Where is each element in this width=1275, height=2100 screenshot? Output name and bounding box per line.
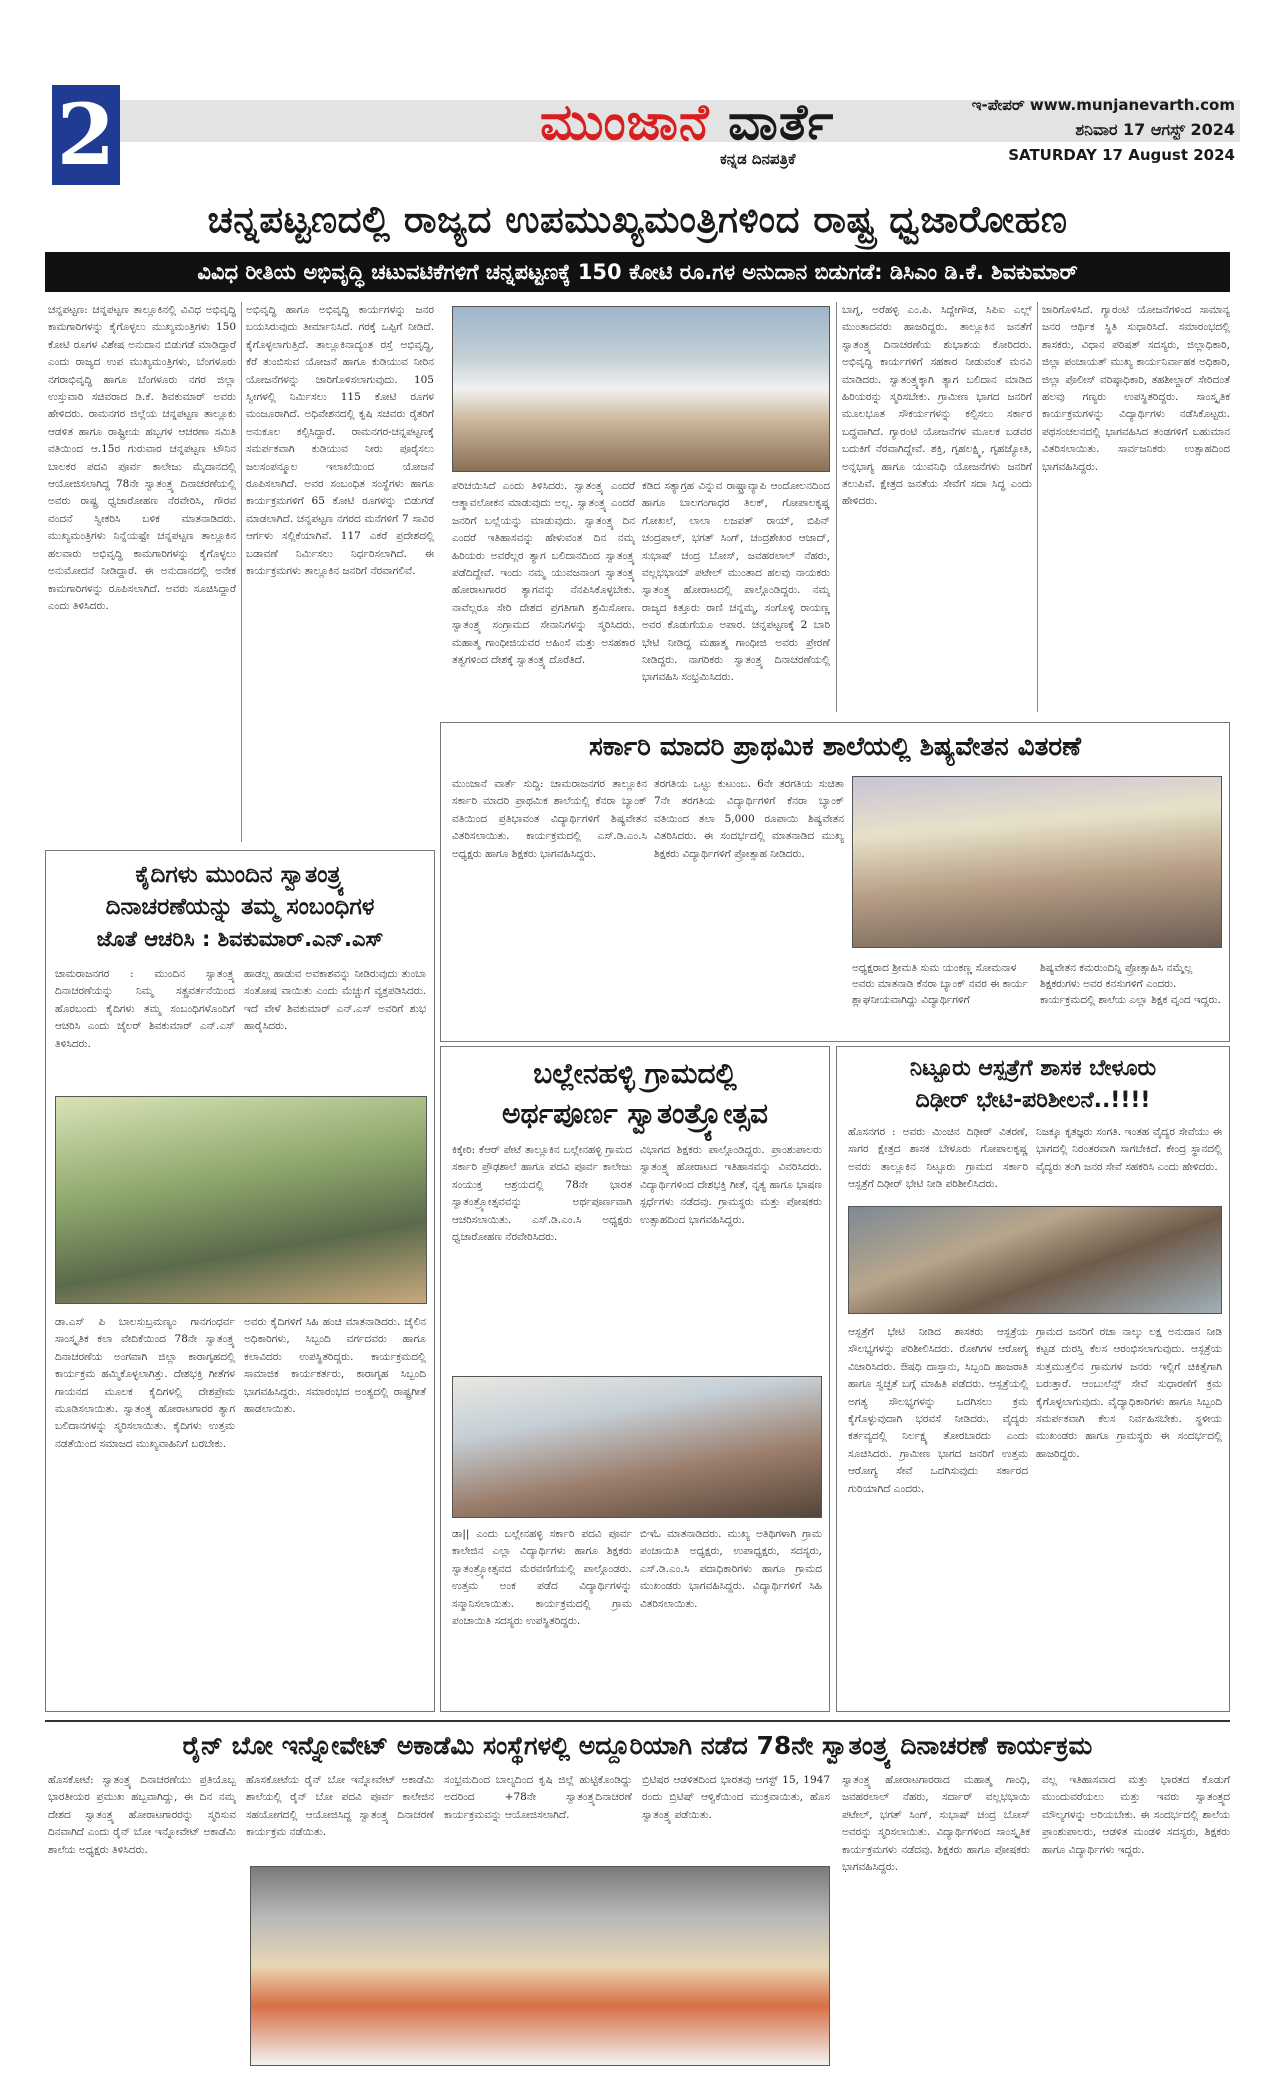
hospital-headline-line2: ದಿಢೀರ್ ಭೇಟಿ-ಪರಿಶೀಲನೆ..!!!! (915, 1088, 1151, 1113)
rainbow-photo (250, 1866, 830, 2066)
prison-column-4: ಅವರು ಕೈದಿಗಳಿಗೆ ಸಿಹಿ ಹಂಚಿ ಮಾತನಾಡಿದರು. ಜೈಲಿನ ಅಧಿಕಾರಿಗಳು, ಸಿಬ್ಬಂದಿ ವರ್ಗದವರು ಹಾಗೂ ಕಲಾವಿದರು ಉಪಸ್ಥಿತರಿದ್ದರು. ಕಾರ್ಯಕ್ರಮದಲ್ಲಿ ಸಾಮಾಜಿಕ ಕಾರ್ಯಕರ್ತರು, ಕಾರಾಗೃಹ ಸಿಬ್ಬಂದಿ ಭಾಗವಹಿಸಿದ್ದರು. ಸಮಾರಂಭದ ಅಂತ್ಯದಲ್ಲಿ ರಾಷ್ಟ್ರಗೀತೆ ಹಾಡಲಾಯಿತು. (244, 1316, 426, 1416)
newspaper-name (540, 92, 834, 152)
prison-column-2: ಹಾಡಲ್ಲ ಹಾಡುವ ಅವಕಾಶವನ್ನು ನೀಡಿರುವುದು ತುಂಬಾ ಸಂತೋಷ ವಾಯಿತು ಎಂದು ಮೆಚ್ಚುಗೆ ವ್ಯಕ್ತಪಡಿಸಿದರು. ಇದೆ ವೇಳೆ ಶಿವಕುಮಾರ್ ಎನ್.ಎಸ್ ಅವರಿಗೆ ಶುಭ ಹಾರೈಸಿದರು. (244, 968, 426, 1033)
rainbow-column-5: ಸ್ವಾತಂತ್ರ್ಯ ಹೋರಾಟಗಾರರಾದ ಮಹಾತ್ಮ ಗಾಂಧಿ, ಜವಹರಲಾಲ್ ನೆಹರು, ಸರ್ದಾರ್ ವಲ್ಲಭಭಾಯಿ ಪಟೇಲ್, ಭಗತ್ ಸಿಂಗ್, ಸುಭಾಷ್ ಚಂದ್ರ ಬೋಸ್ ಅವರನ್ನು ಸ್ಮರಿಸಲಾಯಿತು. ವಿದ್ಯಾರ್ಥಿಗಳಿಂದ ಸಾಂಸ್ಕೃತಿಕ ಕಾರ್ಯಕ್ರಮಗಳು ನಡೆದವು. ಶಿಕ್ಷಕರು ಹಾಗೂ ಪೋಷಕರು ಭಾಗವಹಿಸಿದ್ದರು. (842, 1774, 1030, 1874)
ballenahalli-headline-line1: ಬಲ್ಲೇನಹಳ್ಳಿ ಗ್ರಾಮದಲ್ಲಿ (533, 1057, 737, 1090)
lead-column-2: ಅಭಿವೃದ್ಧಿ ಹಾಗೂ ಅಭಿವೃದ್ಧಿ ಕಾರ್ಯಗಳನ್ನು ಜನರ ಬಯಸಿರುವುದು ತೀರ್ಮಾನಿಸಿದೆ. ಗರಕ್ಕೆ ಒಪ್ಪಿಗೆ ನೀಡಿದೆ. ಕೈಗೊಳ್ಳಲಾಗುತ್ತಿದೆ. ತಾಲ್ಲೂಕಿನಾದ್ಯಂತ ರಸ್ತೆ ಅಭಿವೃದ್ಧಿ, ಕೆರೆ ತುಂಬಿಸುವ ಯೋಜನೆ ಹಾಗೂ ಕುಡಿಯುವ ನೀರಿನ ಯೋಜನೆಗಳನ್ನು ಜಾರಿಗೊಳಿಸಲಾಗುವುದು. 105 ಸ್ವೀಗಳಲ್ಲಿ ನಿರ್ಮಿಸಲು 115 ಕೋಟಿ ರೂಗಳ ಮಂಜೂರಾಗಿದೆ. ಅಧಿವೇಶನದಲ್ಲಿ ಕೃಷಿ ಸಚಿವರು ರೈತರಿಗೆ ಅನುಕೂಲ ಕಲ್ಪಿಸಿದ್ದಾರೆ. ರಾಮನಗರ-ಚನ್ನಪಟ್ಟಣಕ್ಕೆ ಸಮರ್ಪಕವಾಗಿ ಕುಡಿಯುವ ನೀರು ಪೂರೈಸಲು ಜಲಸಂಪನ್ಮೂಲ ಇಲಾಖೆಯಿಂದ ಯೋಜನೆ ರೂಪಿಸಲಾಗಿದೆ. ಅವರ ಸಂಬಂಧಿತ ಸಂಸ್ಥೆಗಳು ಹಾಗೂ ಕಾರ್ಯಕ್ರಮಗಳಿಗೆ 65 ಕೋಟಿ ರೂಗಳನ್ನು ಬಿಡುಗಡೆ ಮಾಡಲಾಗಿದೆ. ಚನ್ನಪಟ್ಟಣ ನಗರದ ಮನೆಗಳಿಗೆ 7 ಸಾವಿರ ಆರ್ಗಳು ಸಲ್ಲಿಕೆಯಾಗಿವೆ. 117 ಎಕರೆ ಪ್ರದೇಶದಲ್ಲಿ ಬಡಾವಣೆ ನಿರ್ಮಿಸಲು ನಿರ್ಧರಿಸಲಾಗಿದೆ. ಈ ಕಾರ್ಯಕ್ರಮಗಳು ತಾಲ್ಲೂಕಿನ ಜನರಿಗೆ ನೆರವಾಗಲಿವೆ. (246, 304, 434, 578)
column-divider (836, 302, 837, 712)
lead-column-5: ಬಾಗ್ನ, ಅರೆಹಳ್ಳಿ ಎಂ.ಪಿ. ಸಿದ್ದೇಗೌಡ, ಸಿಪಿಐ ಎಲ್ಲ್ ಮುಂತಾದವರು ಹಾಜರಿದ್ದರು. ತಾಲ್ಲೂಕಿನ ಜನತೆಗೆ ಸ್ವಾತಂತ್ರ್ಯ ದಿನಾಚರಣೆಯ ಶುಭಾಶಯ ಕೋರಿದರು. ಅಭಿವೃದ್ಧಿ ಕಾರ್ಯಗಳಿಗೆ ಸಹಕಾರ ನೀಡುವಂತೆ ಮನವಿ ಮಾಡಿದರು. ಸ್ವಾತಂತ್ರ್ಯಕ್ಕಾಗಿ ತ್ಯಾಗ ಬಲಿದಾನ ಮಾಡಿದ ಹಿರಿಯರನ್ನು ಸ್ಮರಿಸಬೇಕು. ಗ್ರಾಮೀಣ ಭಾಗದ ಜನರಿಗೆ ಮೂಲಭೂತ ಸೌಕರ್ಯಗಳನ್ನು ಕಲ್ಪಿಸಲು ಸರ್ಕಾರ ಬದ್ಧವಾಗಿದೆ. ಗ್ಯಾರಂಟಿ ಯೋಜನೆಗಳ ಮೂಲಕ ಬಡವರ ಬದುಕಿಗೆ ನೆರವಾಗಿದ್ದೇವೆ. ಶಕ್ತಿ, ಗೃಹಲಕ್ಷ್ಮಿ, ಗೃಹಜ್ಯೋತಿ, ಅನ್ನಭಾಗ್ಯ ಹಾಗೂ ಯುವನಿಧಿ ಯೋಜನೆಗಳು ಜನರಿಗೆ ತಲುಪಿವೆ. ಕ್ಷೇತ್ರದ ಜನತೆಯ ಸೇವೆಗೆ ಸದಾ ಸಿದ್ಧ ಎಂದು ಹೇಳಿದರು. (842, 304, 1032, 508)
lead-photo-flag-hoisting (452, 306, 830, 472)
hospital-column-1: ಹೊಸನಗರ : ಅವರು ಮಿಂಚಿನ ದಿಢೀರ್ ವಿತರಣೆ, ಸಾಗರ ಕ್ಷೇತ್ರದ ಶಾಸಕ ಬೇಳೂರು ಗೋಪಾಲಕೃಷ್ಣ ಅವರು ತಾಲ್ಲೂಕಿನ ನಿಟ್ಟೂರು ಗ್ರಾಮದ ಸರ್ಕಾರಿ ಆಸ್ಪತ್ರೆಗೆ ದಿಢೀರ್ ಭೇಟಿ ನೀಡಿ ಪರಿಶೀಲಿಸಿದರು. (848, 1126, 1028, 1191)
lead-headline: ಚನ್ನಪಟ್ಟಣದಲ್ಲಿ ರಾಜ್ಯದ ಉಪಮುಖ್ಯಮಂತ್ರಿಗಳಿಂದ ರಾಷ್ಟ್ರ ಧ್ವಜಾರೋಹಣ (207, 198, 1068, 241)
scholarship-headline: ಸರ್ಕಾರಿ ಮಾದರಿ ಪ್ರಾಥಮಿಕ ಶಾಲೆಯಲ್ಲಿ ಶಿಷ್ಯವೇತನ ವಿತರಣೆ (588, 732, 1082, 762)
newspaper-tagline: ಕನ್ನಡ ದಿನಪತ್ರಿಕೆ (720, 150, 796, 168)
prison-headline-line3: ಜೊತೆ ಆಚರಿಸಿ : ಶಿವಕುಮಾರ್.ಎನ್.ಎಸ್ (96, 927, 384, 951)
ballenahalli-column-4: ಬಿಇಓ ಮಾತನಾಡಿದರು. ಮುಖ್ಯ ಅತಿಥಿಗಳಾಗಿ ಗ್ರಾಮ ಪಂಚಾಯಿತಿ ಅಧ್ಯಕ್ಷರು, ಉಪಾಧ್ಯಕ್ಷರು, ಸದಸ್ಯರು, ಎಸ್.ಡಿ.ಎಂ.ಸಿ ಪದಾಧಿಕಾರಿಗಳು ಹಾಗೂ ಗ್ರಾಮದ ಮುಖಂಡರು ಭಾಗವಹಿಸಿದ್ದರು. ವಿದ್ಯಾರ್ಥಿಗಳಿಗೆ ಸಿಹಿ ವಿತರಿಸಲಾಯಿತು. (640, 1528, 822, 1610)
column-divider (241, 302, 242, 842)
prison-column-1: ಚಾಮರಾಜನಗರ : ಮುಂದಿನ ಸ್ವಾತಂತ್ರ್ಯ ದಿನಾಚರಣೆಯನ್ನು ನಿಮ್ಮ ಸತ್ಪ್ರವರ್ತನೆಯಿಂದ ಹೊರಬಂದು ಕೈದಿಗಳು ತಮ್ಮ ಸಂಬಂಧಿಗಳೊಂದಿಗೆ ಆಚರಿಸಿ ಎಂದು ಜೈಲರ್ ಶಿವಕುಮಾರ್ ಎನ್.ಎಸ್ ತಿಳಿಸಿದರು. (55, 968, 235, 1050)
rainbow-headline: ರೈನ್ ಬೋ ಇನ್ನೋವೇಟ್ ಅಕಾಡೆಮಿ ಸಂಸ್ಥೆಗಳಲ್ಲಿ ಅದ್ದೂರಿಯಾಗಿ ನಡೆದ 78ನೇ ಸ್ವಾತಂತ್ರ್ಯ ದಿನಾಚರಣೆ ಕಾರ್ಯಕ್ರಮ (182, 1731, 1093, 1760)
scholarship-column-1: ಮುಂಜಾನೆ ವಾರ್ತೆ ಸುದ್ದಿ: ಚಾಮರಾಜನಗರ ತಾಲ್ಲೂಕಿನ ಸರ್ಕಾರಿ ಮಾದರಿ ಪ್ರಾಥಮಿಕ ಶಾಲೆಯಲ್ಲಿ ಕೆನರಾ ಬ್ಯಾಂಕ್ ವತಿಯಿಂದ ಪ್ರತಿಭಾವಂತ ವಿದ್ಯಾರ್ಥಿಗಳಿಗೆ ಶಿಷ್ಯವೇತನ ವಿತರಿಸಲಾಯಿತು. ಕಾರ್ಯಕ್ರಮದಲ್ಲಿ ಎಸ್.ಡಿ.ಎಂ.ಸಿ ಅಧ್ಯಕ್ಷರು ಹಾಗೂ ಶಿಕ್ಷಕರು ಭಾಗವಹಿಸಿದ್ದರು. (452, 778, 647, 860)
prison-headline-line2: ದಿನಾಚರಣೆಯನ್ನು ತಮ್ಮ ಸಂಬಂಧಿಗಳ (105, 894, 375, 920)
page-number: 2 (52, 85, 120, 185)
ballenahalli-photo (452, 1376, 822, 1518)
prison-column-3: ಡಾ.ಎಸ್ ಪಿ ಬಾಲಸುಬ್ರಮಣ್ಯಂ ಗಾನಗಂಧರ್ವ ಸಾಂಸ್ಕೃತಿಕ ಕಲಾ ವೇದಿಕೆಯಿಂದ 78ನೇ ಸ್ವಾತಂತ್ರ್ಯ ದಿನಾಚರಣೆಯ ಅಂಗವಾಗಿ ಜಿಲ್ಲಾ ಕಾರಾಗೃಹದಲ್ಲಿ ಕಾರ್ಯಕ್ರಮ ಹಮ್ಮಿಕೊಳ್ಳಲಾಗಿತ್ತು. ದೇಶಭಕ್ತಿ ಗೀತೆಗಳ ಗಾಯನದ ಮೂಲಕ ಕೈದಿಗಳಲ್ಲಿ ದೇಶಪ್ರೇಮ ಮೂಡಿಸಲಾಯಿತು. ಸ್ವಾತಂತ್ರ್ಯ ಹೋರಾಟಗಾರರ ತ್ಯಾಗ ಬಲಿದಾನಗಳನ್ನು ಸ್ಮರಿಸಲಾಯಿತು. ಕೈದಿಗಳು ಉತ್ತಮ ನಡತೆಯಿಂದ ಸಮಾಜದ ಮುಖ್ಯವಾಹಿನಿಗೆ ಬರಬೇಕು. (55, 1316, 235, 1450)
epaper-url[interactable]: ಇ-ಪೇಪರ್ www.munjanevarth.com (971, 96, 1235, 114)
hospital-column-2: ನಿಜಕ್ಕೂ ಕೃತಜ್ಞರು ಸಂಗತಿ. ಇಂತಹ ವೈದ್ಯರ ಸೇವೆಯು ಈ ಭಾಗದಲ್ಲಿ ನಿರಂತರವಾಗಿ ಸಾಗಬೇಕಿದೆ. ಕೇಂದ್ರ ಸ್ಥಾನದಲ್ಲಿ ವೈದ್ಯರು ತಂಗಿ ಜನರ ಸೇವೆ ಸಹಕರಿಸಿ ಎಂದು ಹೇಳಿದರು. (1036, 1126, 1222, 1173)
date-english: SATURDAY 17 August 2024 (1008, 146, 1235, 164)
scholarship-caption-2: ಶಿಷ್ಯವೇತನ ಕಮರುಂದಿನ್ನಿ ಪ್ರೋತ್ಸಾಹಿಸಿ ನಮ್ಮೆಲ್ಲ ಶಿಕ್ಷಕರುಗಳು ಅವರ ಕನಸುಗಳಿಗೆ ಎಂದರು. ಕಾರ್ಯಕ್ರಮದಲ್ಲಿ ಶಾಲೆಯ ಎಲ್ಲಾ ಶಿಕ್ಷಕ ವೃಂದ ಇದ್ದರು. (1040, 962, 1221, 1006)
scholarship-column-2: ತರಗತಿಯ ಒಟ್ಟು ಕುಟುಂಬ. 6ನೇ ತರಗತಿಯ ಸುಚಿತಾ 7ನೇ ತರಗತಿಯ ವಿದ್ಯಾರ್ಥಿಗಳಿಗೆ ಕೆನರಾ ಬ್ಯಾಂಕ್ ವತಿಯಿಂದ ತಲಾ 5,000 ರೂಪಾಯಿ ಶಿಷ್ಯವೇತನ ವಿತರಿಸಿದರು. ಈ ಸಂದರ್ಭದಲ್ಲಿ ಮಾತನಾಡಿದ ಮುಖ್ಯ ಶಿಕ್ಷಕರು ವಿದ್ಯಾರ್ಥಿಗಳಿಗೆ ಪ್ರೋತ್ಸಾಹ ನೀಡಿದರು. (654, 778, 844, 860)
rainbow-column-2: ಹೊಸಕೋಟೆಯ ರೈನ್ ಬೋ ಇನ್ನೋವೇಟ್ ಅಕಾಡೆಮಿ ಶಾಲೆಯಲ್ಲಿ ರೈನ್ ಬೋ ಪದವಿ ಪೂರ್ವ ಕಾಲೇಜಿನ ಸಹಯೋಗದಲ್ಲಿ ಆಯೋಜಿಸಿದ್ದ ಸ್ವಾತಂತ್ರ್ಯ ದಿನಾಚರಣೆ ಕಾರ್ಯಕ್ರಮ ನಡೆಯಿತು. (246, 1774, 434, 1839)
newspaper-name-part1: ಮುಂಜಾನೆ (540, 93, 710, 151)
lead-column-3: ಪರಿಚಯಿಸಿದೆ ಎಂದು ತಿಳಿಸಿದರು. ಸ್ವಾತಂತ್ರ್ಯ ಎಂದರೆ ಆತ್ಮಾವಲೋಕನ ಮಾಡುವುದು ಅಲ್ಲ. ಸ್ವಾತಂತ್ರ್ಯ ಎಂದರೆ ಜನರಿಗೆ ಬಲ್ಲೆಯನ್ನು ಮಾಡುವುದು. ಸ್ವಾತಂತ್ರ್ಯ ದಿನ ಎಂದರೆ ಇತಿಹಾಸವನ್ನು ಹೇಳುವಂತ ದಿನ ನಮ್ಮ ಹಿರಿಯರು ಅವರೆಲ್ಲರ ತ್ಯಾಗ ಬಲಿದಾನದಿಂದ ಸ್ವಾತಂತ್ರ್ಯ ಪಡೆದಿದ್ದೇವೆ. ಇಂದು ನಮ್ಮ ಯುವಜನಾಂಗ ಸ್ವಾತಂತ್ರ್ಯ ಹೋರಾಟಗಾರರ ತ್ಯಾಗವನ್ನು ನೆನಪಿಸಿಕೊಳ್ಳಬೇಕು. ನಾವೆಲ್ಲರೂ ಸೇರಿ ದೇಶದ ಪ್ರಗತಿಗಾಗಿ ಶ್ರಮಿಸೋಣ. ಸ್ವಾತಂತ್ರ್ಯ ಸಂಗ್ರಾಮದ ಸೇನಾನಿಗಳನ್ನು ಸ್ಮರಿಸಿದರು. ಮಹಾತ್ಮ ಗಾಂಧೀಜಿಯವರ ಅಹಿಂಸೆ ಮತ್ತು ಅಸಹಕಾರ ತತ್ವಗಳಿಂದ ದೇಶಕ್ಕೆ ಸ್ವಾತಂತ್ರ್ಯ ದೊರೆತಿದೆ. (452, 480, 635, 667)
newspaper-name-part2: ವಾರ್ತೆ (728, 93, 835, 151)
rainbow-column-3: ಸಂಭ್ರಮದಿಂದ ಬಾಲ್ಯದಿಂದ ಕೃಷಿ ಜಿಲ್ಲೆ ಹುಟ್ಟಿಕೊಂಡಿದ್ದು ಅದರಿಂದ +78ನೇ ಸ್ವಾತಂತ್ರ್ಯದಿನಾಚರಣೆ ಕಾರ್ಯಕ್ರಮವನ್ನು ಆಯೋಜಿಸಲಾಗಿದೆ. (444, 1774, 632, 1821)
ballenahalli-column-3: ಡಾ|| ಎಂದು ಬಲ್ಲೇನಹಳ್ಳಿ ಸರ್ಕಾರಿ ಪದವಿ ಪೂರ್ವ ಕಾಲೇಜಿನ ಎಲ್ಲಾ ವಿದ್ಯಾರ್ಥಿಗಳು ಹಾಗೂ ಶಿಕ್ಷಕರು ಸ್ವಾತಂತ್ರ್ಯೋತ್ಸವದ ಮೆರವಣಿಗೆಯಲ್ಲಿ ಪಾಲ್ಗೊಂಡರು. ಉತ್ತಮ ಅಂಕ ಪಡೆದ ವಿದ್ಯಾರ್ಥಿಗಳನ್ನು ಸನ್ಮಾನಿಸಲಾಯಿತು. ಕಾರ್ಯಕ್ರಮದಲ್ಲಿ ಗ್ರಾಮ ಪಂಚಾಯಿತಿ ಸದಸ್ಯರು ಉಪಸ್ಥಿತರಿದ್ದರು. (452, 1528, 632, 1628)
prison-headline-line1: ಕೈದಿಗಳು ಮುಂದಿನ ಸ್ವಾತಂತ್ರ್ಯ (135, 862, 345, 888)
column-divider (1037, 302, 1038, 712)
rainbow-column-4: ಬ್ರಿಟಿಷರ ಆಡಳಿತದಿಂದ ಭಾರತವು ಆಗಸ್ಟ್ 15, 1947 ರಂದು ಬ್ರಿಟಿಷ್ ಆಳ್ವಿಕೆಯಿಂದ ಮುಕ್ತವಾಯಿತು, ಹೊಸ ಸ್ವಾತಂತ್ರ್ಯ ಪಡೆಯಿತು. (642, 1774, 830, 1821)
section-divider (45, 1720, 1230, 1722)
rainbow-column-1: ಹೊಸಕೋಟೆ: ಸ್ವಾತಂತ್ರ್ಯ ದಿನಾಚರಣೆಯು ಪ್ರತಿಯೊಬ್ಬ ಭಾರತೀಯರ ಪ್ರಮುಖ ಹಬ್ಬವಾಗಿದ್ದು, ಈ ದಿನ ನಮ್ಮ ದೇಶದ ಸ್ವಾತಂತ್ರ್ಯ ಹೋರಾಟಗಾರರನ್ನು ಸ್ಮರಿಸುವ ದಿನವಾಗಿದೆ ಎಂದು ರೈನ್ ಬೋ ಇನ್ನೋವೇಟ್ ಅಕಾಡೆಮಿ ಶಾಲೆಯ ಅಧ್ಯಕ್ಷರು ತಿಳಿಸಿದರು. (48, 1774, 236, 1856)
rainbow-column-6: ವಲ್ಲ ಇತಿಹಾಸವಾದ ಮತ್ತು ಭಾರತದ ಕೊಡುಗೆ ಮುಂದುವರೆಯಲು ಮತ್ತು ಇವರು ಸ್ವಾತಂತ್ರ್ಯದ ಮೌಲ್ಯಗಳನ್ನು ಅರಿಯಬೇಕು. ಈ ಸಂದರ್ಭದಲ್ಲಿ ಶಾಲೆಯ ಪ್ರಾಂಶುಪಾಲರು, ಆಡಳಿತ ಮಂಡಳಿ ಸದಸ್ಯರು, ಶಿಕ್ಷಕರು ಹಾಗೂ ವಿದ್ಯಾರ್ಥಿಗಳು ಇದ್ದರು. (1042, 1774, 1230, 1856)
ballenahalli-column-2: ವಿಭಾಗದ ಶಿಕ್ಷಕರು ಪಾಲ್ಗೊಂಡಿದ್ದರು. ಪ್ರಾಂಶುಪಾಲರು ಸ್ವಾತಂತ್ರ್ಯ ಹೋರಾಟದ ಇತಿಹಾಸವನ್ನು ವಿವರಿಸಿದರು. ವಿದ್ಯಾರ್ಥಿಗಳಿಂದ ದೇಶಭಕ್ತಿ ಗೀತೆ, ನೃತ್ಯ ಹಾಗೂ ಭಾಷಣ ಸ್ಪರ್ಧೆಗಳು ನಡೆದವು. ಗ್ರಾಮಸ್ಥರು ಮತ್ತು ಪೋಷಕರು ಉತ್ಸಾಹದಿಂದ ಭಾಗವಹಿಸಿದ್ದರು. (640, 1144, 822, 1226)
lead-column-1: ಚನ್ನಪಟ್ಟಣ: ಚನ್ನಪಟ್ಟಣ ತಾಲ್ಲೂಕಿನಲ್ಲಿ ವಿವಿಧ ಅಭಿವೃದ್ಧಿ ಕಾಮಗಾರಿಗಳನ್ನು ಕೈಗೊಳ್ಳಲು ಮುಖ್ಯಮಂತ್ರಿಗಳು 150 ಕೋಟಿ ರೂಗಳ ವಿಶೇಷ ಅನುದಾನ ಬಿಡುಗಡೆ ಮಾಡಿದ್ದಾರೆ ಎಂದು ರಾಜ್ಯದ ಉಪ ಮುಖ್ಯಮಂತ್ರಿಗಳು, ಬೆಂಗಳೂರು ನಗರಾಭಿವೃದ್ಧಿ ಹಾಗೂ ಬೆಂಗಳೂರು ನಗರ ಜಿಲ್ಲಾ ಉಸ್ತುವಾರಿ ಸಚಿವರಾದ ಡಿ.ಕೆ. ಶಿವಕುಮಾರ್ ಅವರು ಹೇಳಿದರು. ರಾಮನಗರ ಜಿಲ್ಲೆಯ ಚನ್ನಪಟ್ಟಣ ತಾಲ್ಲೂಕು ಆಡಳಿತ ಹಾಗೂ ರಾಷ್ಟ್ರೀಯ ಹಬ್ಬಗಳ ಆಚರಣಾ ಸಮಿತಿ ವತಿಯಿಂದ ಆ.15ರ ಗುರುವಾರ ಚನ್ನಪಟ್ಟಣ ಟೌನಿನ ಬಾಲಕರ ಪದವಿ ಪೂರ್ವ ಕಾಲೇಜು ಮೈದಾನದಲ್ಲಿ ಆಯೋಜಿಸಲಾಗಿದ್ದ 78ನೇ ಸ್ವಾತಂತ್ರ್ಯ ದಿನಾಚರಣೆಯಲ್ಲಿ ಅವರು ರಾಷ್ಟ್ರ ಧ್ವಜಾರೋಹಣ ನೆರವೇರಿಸಿ, ಗೌರವ ವಂದನೆ ಸ್ವೀಕರಿಸಿ ಬಳಿಕ ಮಾತನಾಡಿದರು. ಮುಖ್ಯಮಂತ್ರಿಗಳು ನಿನ್ನೆಯಷ್ಟೇ ಚನ್ನಪಟ್ಟಣ ತಾಲ್ಲೂಕಿನ ಹಲವಾರು ಅಭಿವೃದ್ಧಿ ಕಾಮಗಾರಿಗಳನ್ನು ಕೈಗೊಳ್ಳಲು ಅನುಮೋದನೆ ನೀಡಿದ್ದಾರೆ. ಈ ಅನುದಾನದಲ್ಲಿ ಅನೇಕ ಕಾಮಗಾರಿಗಳನ್ನು ರೂಪಿಸಲಾಗಿದೆ. ಅವರು ಸೂಚಿಸಿದ್ದಾರೆ ಎಂದು ತಿಳಿಸಿದರು. (48, 304, 236, 612)
hospital-column-4: ಗ್ರಾಮದ ಜನರಿಗೆ ರಜಾ ನಾಲ್ಕು ಲಕ್ಷ ಅನುದಾನ ನೀಡಿ ಕಟ್ಟಡ ದುರಸ್ತಿ ಕೆಲಸ ಆರಂಭಿಸಲಾಗುವುದು. ಆಸ್ಪತ್ರೆಯ ಸುತ್ತಮುತ್ತಲಿನ ಗ್ರಾಮಗಳ ಜನರು ಇಲ್ಲಿಗೆ ಚಿಕಿತ್ಸೆಗಾಗಿ ಬರುತ್ತಾರೆ. ಆಂಬುಲೆನ್ಸ್ ಸೇವೆ ಸುಧಾರಣೆಗೆ ಕ್ರಮ ಕೈಗೊಳ್ಳಲಾಗುವುದು. ವೈದ್ಯಾಧಿಕಾರಿಗಳು ಹಾಗೂ ಸಿಬ್ಬಂದಿ ಸಮರ್ಪಕವಾಗಿ ಕೆಲಸ ನಿರ್ವಹಿಸಬೇಕು. ಸ್ಥಳೀಯ ಮುಖಂಡರು ಹಾಗೂ ಗ್ರಾಮಸ್ಥರು ಈ ಸಂದರ್ಭದಲ್ಲಿ ಹಾಜರಿದ್ದರು. (1036, 1326, 1222, 1460)
ballenahalli-headline-line2: ಅರ್ಥಪೂರ್ಣ ಸ್ವಾತಂತ್ರ್ಯೋತ್ಸವ (502, 1097, 768, 1130)
hospital-column-3: ಆಸ್ಪತ್ರೆಗೆ ಭೇಟಿ ನೀಡಿದ ಶಾಸಕರು ಆಸ್ಪತ್ರೆಯ ಸೌಲಭ್ಯಗಳನ್ನು ಪರಿಶೀಲಿಸಿದರು. ರೋಗಿಗಳ ಆರೋಗ್ಯ ವಿಚಾರಿಸಿದರು. ಔಷಧಿ ದಾಸ್ತಾನು, ಸಿಬ್ಬಂದಿ ಹಾಜರಾತಿ ಹಾಗೂ ಸ್ವಚ್ಛತೆ ಬಗ್ಗೆ ಮಾಹಿತಿ ಪಡೆದರು. ಆಸ್ಪತ್ರೆಯಲ್ಲಿ ಅಗತ್ಯ ಸೌಲಭ್ಯಗಳನ್ನು ಒದಗಿಸಲು ಕ್ರಮ ಕೈಗೊಳ್ಳುವುದಾಗಿ ಭರವಸೆ ನೀಡಿದರು. ವೈದ್ಯರು ಕರ್ತವ್ಯದಲ್ಲಿ ನಿರ್ಲಕ್ಷ್ಯ ತೋರಬಾರದು ಎಂದು ಸೂಚಿಸಿದರು. ಗ್ರಾಮೀಣ ಭಾಗದ ಜನರಿಗೆ ಉತ್ತಮ ಆರೋಗ್ಯ ಸೇವೆ ಒದಗಿಸುವುದು ಸರ್ಕಾರದ ಗುರಿಯಾಗಿದೆ ಎಂದರು. (848, 1326, 1028, 1495)
lead-column-4: ಕಡಿದ ಸತ್ಯಾಗ್ರಹ ವಿನ್ನುವ ರಾಷ್ಟ್ರಾವ್ಯಾಪಿ ಆಂದೋಲನದಿಂದ ಹಾಗೂ ಬಾಲಗಂಗಾಧರ ತಿಲಕ್, ಗೋಪಾಲಕೃಷ್ಣ ಗೋಖಲೆ, ಲಾಲಾ ಲಜಪತ್ ರಾಯ್, ಬಿಪಿನ್ ಚಂದ್ರಪಾಲ್, ಭಗತ್ ಸಿಂಗ್, ಚಂದ್ರಶೇಖರ ಆಜಾದ್, ಸುಭಾಷ್ ಚಂದ್ರ ಬೋಸ್, ಜವಹರಲಾಲ್ ನೆಹರು, ವಲ್ಲಭಭಾಯ್ ಪಟೇಲ್ ಮುಂತಾದ ಹಲವು ನಾಯಕರು ಸ್ವಾತಂತ್ರ್ಯ ಹೋರಾಟದಲ್ಲಿ ಪಾಲ್ಗೊಂಡಿದ್ದರು. ನಮ್ಮ ರಾಜ್ಯದ ಕಿತ್ತೂರು ರಾಣಿ ಚನ್ನಮ್ಮ, ಸಂಗೊಳ್ಳಿ ರಾಯಣ್ಣ ಅವರ ಕೊಡುಗೆಯೂ ಅಪಾರ. ಚನ್ನಪಟ್ಟಣಕ್ಕೆ 2 ಬಾರಿ ಭೇಟಿ ನೀಡಿದ್ದ ಮಹಾತ್ಮ ಗಾಂಧೀಜಿ ಅವರು ಪ್ರೇರಣೆ ನೀಡಿದ್ದರು. ನಾಗರಿಕರು ಸ್ವಾತಂತ್ರ್ಯ ದಿನಾಚರಣೆಯಲ್ಲಿ ಭಾಗವಹಿಸಿ ಸಂಭ್ರಮಿಸಿದರು. (642, 480, 830, 684)
lead-column-6: ಜಾರಿಗೊಳಿಸಿದೆ. ಗ್ಯಾರಂಟಿ ಯೋಜನೆಗಳಿಂದ ಸಾಮಾನ್ಯ ಜನರ ಆರ್ಥಿಕ ಸ್ಥಿತಿ ಸುಧಾರಿಸಿದೆ. ಸಮಾರಂಭದಲ್ಲಿ ಶಾಸಕರು, ವಿಧಾನ ಪರಿಷತ್ ಸದಸ್ಯರು, ಜಿಲ್ಲಾಧಿಕಾರಿ, ಜಿಲ್ಲಾ ಪಂಚಾಯತ್ ಮುಖ್ಯ ಕಾರ್ಯನಿರ್ವಾಹಕ ಅಧಿಕಾರಿ, ಜಿಲ್ಲಾ ಪೊಲೀಸ್ ವರಿಷ್ಠಾಧಿಕಾರಿ, ತಹಶೀಲ್ದಾರ್ ಸೇರಿದಂತೆ ಹಲವು ಗಣ್ಯರು ಉಪಸ್ಥಿತರಿದ್ದರು. ಸಾಂಸ್ಕೃತಿಕ ಕಾರ್ಯಕ್ರಮಗಳನ್ನು ವಿದ್ಯಾರ್ಥಿಗಳು ನಡೆಸಿಕೊಟ್ಟರು. ಪಥಸಂಚಲನದಲ್ಲಿ ಭಾಗವಹಿಸಿದ ತಂಡಗಳಿಗೆ ಬಹುಮಾನ ವಿತರಿಸಲಾಯಿತು. ಸಾರ್ವಜನಿಕರು ಉತ್ಸಾಹದಿಂದ ಭಾಗವಹಿಸಿದ್ದರು. (1042, 304, 1230, 473)
ballenahalli-column-1: ಕಿಕ್ಕೇರಿ: ಕೆಆರ್ ಪೇಟೆ ತಾಲ್ಲೂಕಿನ ಬಲ್ಲೇನಹಳ್ಳಿ ಗ್ರಾಮದ ಸರ್ಕಾರಿ ಪ್ರೌಢಶಾಲೆ ಹಾಗೂ ಪದವಿ ಪೂರ್ವ ಕಾಲೇಜು ಸಂಯುಕ್ತ ಆಶ್ರಯದಲ್ಲಿ 78ನೇ ಭಾರತ ಸ್ವಾತಂತ್ರ್ಯೋತ್ಸವವನ್ನು ಅರ್ಥಪೂರ್ಣವಾಗಿ ಆಚರಿಸಲಾಯಿತು. ಎಸ್.ಡಿ.ಎಂ.ಸಿ ಅಧ್ಯಕ್ಷರು ಧ್ವಜಾರೋಹಣ ನೆರವೇರಿಸಿದರು. (452, 1144, 632, 1244)
scholarship-caption-1: ಅಧ್ಯಕ್ಷರಾದ ಶ್ರೀಮತಿ ಸುಮ ಯಂಕಣ್ಣ ಸೋಮನಾಳ ಅವರು ಮಾತನಾಡಿ ಕೆನರಾ ಬ್ಯಾಂಕ್ ನವರ ಈ ಕಾರ್ಯ ಶ್ಲಾಘನೀಯವಾಗಿದ್ದು ವಿದ್ಯಾರ್ಥಿಗಳಿಗೆ (852, 962, 1028, 1006)
lead-subheadline: ವಿವಿಧ ರೀತಿಯ ಅಭಿವೃದ್ಧಿ ಚಟುವಟಿಕೆಗಳಿಗೆ ಚನ್ನಪಟ್ಟಣಕ್ಕೆ 150 ಕೋಟಿ ರೂ.ಗಳ ಅನುದಾನ ಬಿಡುಗಡೆ: ಡಿಸಿಎಂ ಡಿ.ಕೆ. ಶಿವಕುಮಾರ್ (45, 252, 1230, 292)
hospital-photo (848, 1206, 1222, 1314)
scholarship-photo (852, 776, 1222, 948)
hospital-headline-line1: ನಿಟ್ಟೂರು ಆಸ್ಪತ್ರೆಗೆ ಶಾಸಕ ಬೇಳೂರು (909, 1056, 1157, 1081)
prison-photo (55, 1096, 427, 1304)
date-kannada: ಶನಿವಾರ 17 ಆಗಸ್ಟ್ 2024 (1075, 120, 1235, 139)
